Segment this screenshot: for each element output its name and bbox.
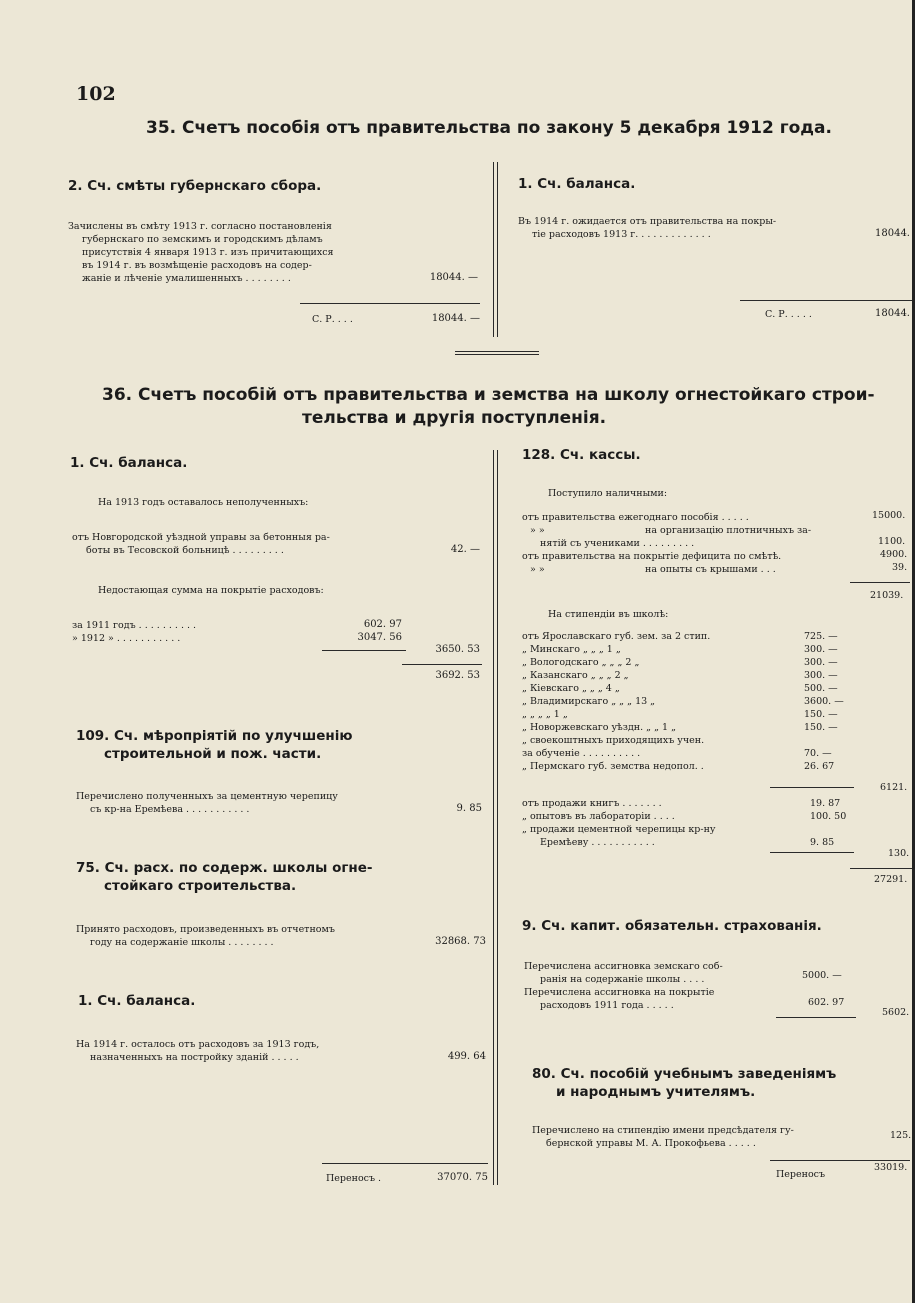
sec35-right-heading: 1. Сч. баланса.: [518, 176, 636, 192]
k9-heading: 9. Сч. капит. обязательн. страхованія.: [522, 918, 822, 934]
other-row-value: 9. 85: [810, 837, 835, 848]
page-number: 102: [76, 83, 116, 105]
section-separator: [455, 354, 539, 355]
k128-row-5a: » »: [530, 564, 545, 575]
b1-total: 3692. 53: [435, 670, 480, 681]
stipend-row-value: 500. —: [804, 683, 838, 694]
k128-total: 27291.: [874, 874, 908, 885]
b1b-line-2: назначенныхъ на постройку зданій . . . . .: [90, 1052, 299, 1063]
k128-row-5-value: 39.: [892, 562, 908, 573]
k80-heading-2: и народнымъ учителямъ.: [556, 1084, 756, 1100]
carry-left-rule: [322, 1163, 488, 1164]
stipend-row-label: „ Кіевскаго „ „ „ 4 „: [522, 683, 620, 694]
k128-total-rule: [850, 868, 912, 869]
other-row-label: „ опытовъ въ лабораторіи . . . .: [522, 811, 675, 822]
sec35-right-sum-label: С. Р. . . . .: [765, 309, 812, 320]
stipend-row-label: за обученіе . . . . . . . . . .: [522, 748, 641, 759]
other-row-label: Еремѣеву . . . . . . . . . . .: [540, 837, 655, 848]
stipend-row-value: 300. —: [804, 670, 838, 681]
column-divider: [497, 162, 498, 337]
sec35-left-heading: 2. Сч. смѣты губернскаго сбора.: [68, 178, 322, 194]
k128-row-5b: на опыты съ крышами . . .: [645, 564, 776, 575]
carry-right-rule: [770, 1160, 910, 1161]
sec35-left-text-1: Зачислены въ смѣту 1913 г. согласно постановленія: [68, 221, 332, 232]
sec35-right-text-2: тіе расходовъ 1913 г. . . . . . . . . . . . .: [532, 229, 711, 240]
k128-other-sum: 130.: [888, 848, 910, 859]
carry-left-label: Переносъ .: [326, 1173, 382, 1184]
k128-row-3: нятій съ учениками . . . . . . . . .: [540, 538, 695, 549]
sec35-left-sum-label: С. Р. . . .: [312, 314, 353, 325]
stipend-row-label: „ Пермскаго губ. земства недопол. .: [522, 761, 704, 772]
k9-sum: 5602.: [882, 1007, 910, 1018]
other-rule: [770, 852, 854, 853]
column-divider: [493, 162, 494, 337]
b1-subtotal: 3650. 53: [435, 644, 480, 655]
stipend-row-value: 3600. —: [804, 696, 844, 707]
stipend-row-label: „ Вологодскаго „ „ „ 2 „: [522, 657, 640, 668]
section-separator: [455, 351, 539, 352]
b1-intro-2: Недостающая сумма на покрытіе расходовъ:: [98, 585, 324, 596]
b1-subtotal-rule: [322, 650, 406, 651]
k128-row-3-value: 1100.: [878, 536, 906, 547]
section-35-title: 35. Счетъ пособія отъ правительства по закону 5 декабря 1912 года.: [146, 118, 832, 138]
b109-amount: 9. 85: [456, 803, 482, 814]
stipend-row-value: 150. —: [804, 709, 838, 720]
sec35-right-amount: 18044.: [875, 228, 910, 239]
sec35-left-text-3: присутствія 4 января 1913 г. изъ причитающихся: [82, 247, 334, 258]
k9-value-2: 602. 97: [808, 997, 845, 1008]
stipend-row-value: 725. —: [804, 631, 838, 642]
k80-heading-1: 80. Сч. пособій учебнымъ заведеніямъ: [532, 1066, 837, 1082]
stipend-row-label: „ Казанскаго „ „ „ 2 „: [522, 670, 629, 681]
k128-sum1-rule: [850, 582, 910, 583]
b1-year-1912-value: 3047. 56: [357, 632, 402, 643]
b75-amount: 32868. 73: [435, 936, 486, 947]
k80-line-2: бернской управы М. А. Прокофьева . . . . .: [546, 1138, 756, 1149]
k9-line-1: Перечислена ассигновка земскаго соб-: [524, 961, 723, 972]
sec35-right-sum-rule: [740, 300, 912, 301]
carry-right-value: 33019.: [874, 1162, 908, 1173]
k80-value: 125.: [890, 1130, 912, 1141]
stipend-row-label: „ своекоштныхъ приходящихъ учен.: [522, 735, 705, 746]
b1b-amount: 499. 64: [447, 1051, 486, 1062]
b75-heading-2: стойкаго строительства.: [104, 878, 297, 894]
column-divider: [493, 450, 494, 1185]
stipend-row-value: 26. 67: [804, 761, 835, 772]
k9-line-2: ранія на содержаніе школы . . . .: [540, 974, 705, 985]
stipend-row-label: отъ Ярославскаго губ. зем. за 2 стип.: [522, 631, 711, 642]
stipend-row-value: 300. —: [804, 657, 838, 668]
other-row-value: 100. 50: [810, 811, 847, 822]
b1-year-1911: за 1911 годъ . . . . . . . . . .: [72, 620, 197, 631]
stipend-row-value: 150. —: [804, 722, 838, 733]
column-divider: [497, 450, 498, 1185]
k9-line-4: расходовъ 1911 года . . . . .: [540, 1000, 674, 1011]
section-36-title-line1: 36. Счетъ пособій отъ правительства и земства на школу огнестойкаго строи-: [102, 385, 875, 405]
b1-line-1: отъ Новгородской уѣздной управы за бетонныя ра-: [72, 532, 330, 543]
k128-row-2a: » »: [530, 525, 545, 536]
b1-year-1911-value: 602. 97: [363, 619, 402, 630]
sec35-left-amount: 18044. —: [429, 272, 478, 283]
b1-amount: 42. —: [450, 544, 480, 555]
k80-line-1: Перечислено на стипендію имени предсѣдателя гу-: [532, 1125, 794, 1136]
k9-value-1: 5000. —: [802, 970, 842, 981]
b109-heading-1: 109. Сч. мѣропріятій по улучшенію: [76, 728, 353, 744]
k128-heading: 128. Сч. кассы.: [522, 447, 641, 463]
k128-intro: Поступило наличными:: [548, 488, 668, 499]
sec35-right-sum: 18044.: [875, 308, 910, 319]
other-row-label: „ продажи цементной черепицы кр-ну: [522, 824, 716, 835]
k128-row-4-value: 4900.: [880, 549, 908, 560]
stipend-row-label: „ Новоржевскаго уѣздн. „ „ 1 „: [522, 722, 677, 733]
stipend-row-label: „ „ „ „ 1 „: [522, 709, 568, 720]
b109-heading-2: строительной и пож. части.: [104, 746, 322, 762]
k128-row-2b: на организацію плотничныхъ за-: [645, 525, 812, 536]
stipend-row-label: „ Владимирскаго „ „ „ 13 „: [522, 696, 656, 707]
k9-rule: [776, 1017, 856, 1018]
carry-left-value: 37070. 75: [437, 1172, 488, 1183]
b1-year-1912: » 1912 » . . . . . . . . . . .: [72, 633, 181, 644]
k128-row-1: отъ правительства ежегоднаго пособія . . . . .: [522, 512, 749, 523]
stip-rule: [770, 787, 854, 788]
stipend-row-value: 70. —: [804, 748, 832, 759]
k9-line-3: Перечислена ассигновка на покрытіе: [524, 987, 715, 998]
k128-row-4: отъ правительства на покрытіе дефицита по смѣтѣ.: [522, 551, 782, 562]
sec35-right-text-1: Въ 1914 г. ожидается отъ правительства на покры-: [518, 216, 777, 227]
sec35-left-sum: 18044. —: [431, 313, 480, 324]
sec35-left-text-2: губернскаго по земскимъ и городскимъ дѣламъ: [82, 234, 323, 245]
b1-heading: 1. Сч. баланса.: [70, 455, 188, 471]
b1b-heading: 1. Сч. баланса.: [78, 993, 196, 1009]
b1-total-rule: [402, 664, 482, 665]
b109-line-1: Перечислено полученныхъ за цементную черепицу: [76, 791, 338, 802]
k128-sum1: 21039.: [870, 590, 904, 601]
sec35-left-text-5: жаніе и лѣченіе умалишенныхъ . . . . . . . .: [82, 273, 291, 284]
other-row-label: отъ продажи книгъ . . . . . . .: [522, 798, 662, 809]
stipend-row-value: 300. —: [804, 644, 838, 655]
b1b-line-1: На 1914 г. осталось отъ расходовъ за 1913 годъ,: [76, 1039, 320, 1050]
b75-line-2: году на содержаніе школы . . . . . . . .: [90, 937, 274, 948]
k128-stip-sum: 6121.: [880, 782, 908, 793]
stipend-row-label: „ Минскаго „ „ „ 1 „: [522, 644, 621, 655]
other-row-value: 19. 87: [810, 798, 841, 809]
b109-line-2: съ кр-на Еремѣева . . . . . . . . . . .: [90, 804, 250, 815]
section-36-title-line2: тельства и другія поступленія.: [302, 408, 607, 428]
sec35-left-text-4: въ 1914 г. въ возмѣщеніе расходовъ на содер-: [82, 260, 312, 271]
k128-row-1-value: 15000.: [872, 510, 906, 521]
sec35-left-sum-rule: [300, 303, 480, 304]
b1-intro: На 1913 годъ оставалось неполученныхъ:: [98, 497, 309, 508]
b75-heading-1: 75. Сч. расх. по содерж. школы огне-: [76, 860, 373, 876]
b1-line-2: боты въ Тесовской больницѣ . . . . . . . . .: [86, 545, 284, 556]
carry-right-label: Переносъ: [776, 1169, 826, 1180]
b75-line-1: Принято расходовъ, произведенныхъ въ отчетномъ: [76, 924, 335, 935]
k128-stip-intro: На стипендіи въ школѣ:: [548, 609, 669, 620]
